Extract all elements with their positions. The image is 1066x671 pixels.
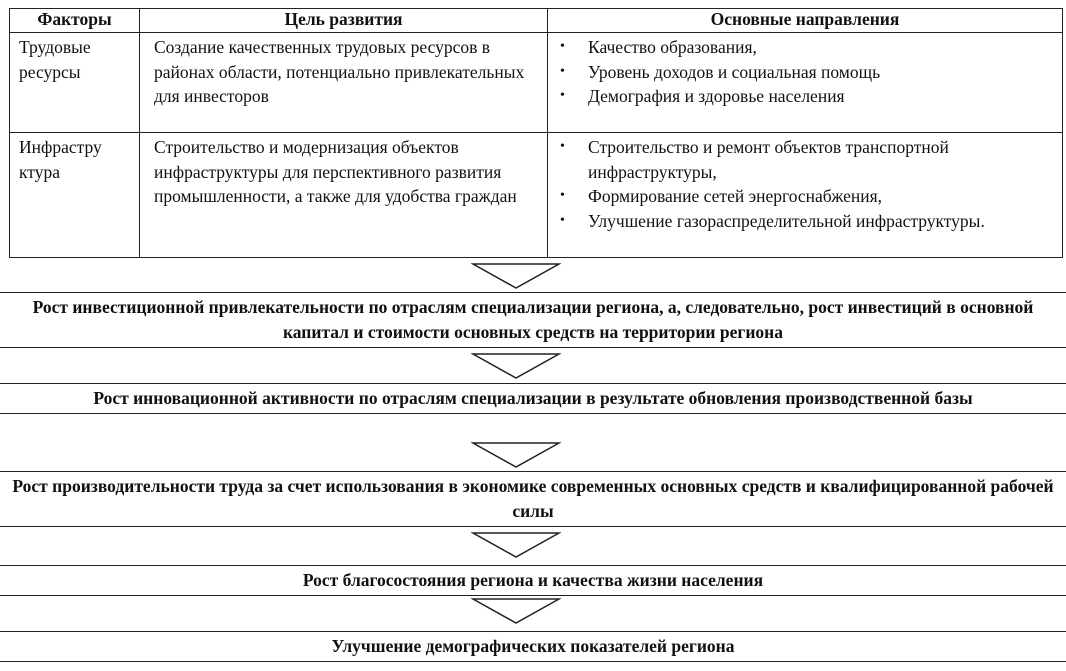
down-arrow-icon — [471, 352, 561, 380]
factor-cell: Трудовые ресурсы — [10, 33, 140, 133]
bullet-icon: • — [560, 39, 565, 54]
stage-labor-productivity: Рост производительности труда за счет использования в экономике современных основных средств и квалифицированной рабочей силы — [0, 471, 1066, 527]
header-factors: Факторы — [10, 9, 140, 33]
list-item: • Формирование сетей энергоснабжения, — [558, 184, 1056, 209]
stage-welfare-quality-of-life: Рост благосостояния региона и качества жизни населения — [0, 565, 1066, 596]
stage-investment-attractiveness: Рост инвестиционной привлекательности по отраслям специализации региона, а, следовательно, рост инвестиций в основной капитал и стоимости основных средств на территории региона — [0, 292, 1066, 348]
list-item: • Качество образования, — [558, 35, 1056, 60]
down-arrow-icon — [471, 441, 561, 469]
factors-table — [9, 8, 1063, 258]
goal-cell: Строительство и модернизация объектов инфраструктуры для перспективного развития промышленности, а также для удобства граждан — [140, 133, 548, 258]
list-item: • Строительство и ремонт объектов транспортной инфраструктуры, — [560, 137, 949, 182]
down-arrow-icon — [471, 597, 561, 625]
list-item: • Улучшение газораспределительной инфраструктуры. — [558, 209, 1056, 234]
directions-cell — [548, 133, 1063, 258]
bullet-icon: • — [560, 212, 565, 228]
bullet-icon: • — [560, 88, 565, 103]
stage-innovation-activity: Рост инновационной активности по отраслям специализации в результате обновления производственной базы — [0, 383, 1066, 414]
table-header-row — [10, 9, 1063, 33]
table-row — [10, 33, 1063, 133]
directions-list — [558, 135, 1056, 233]
down-arrow-icon — [471, 262, 561, 290]
directions-cell — [548, 33, 1063, 133]
table-row — [10, 133, 1063, 258]
bullet-icon: • — [560, 63, 565, 79]
goal-cell: Создание качественных трудовых ресурсов в районах области, потенциально привлекательных для инвесторов — [140, 33, 548, 133]
header-development-goal: Цель развития — [140, 9, 548, 33]
stage-demographic-improvement: Улучшение демографических показателей региона — [0, 631, 1066, 662]
list-item: • Демография и здоровье населения — [558, 84, 1056, 109]
header-main-directions: Основные направления — [548, 9, 1063, 33]
factor-cell: Инфрастру ктура — [10, 133, 140, 258]
list-item: • Уровень доходов и социальная помощь — [558, 60, 1056, 85]
bullet-icon: • — [560, 188, 565, 203]
directions-list — [558, 35, 1056, 109]
bullet-icon: • — [560, 139, 565, 154]
down-arrow-icon — [471, 531, 561, 559]
